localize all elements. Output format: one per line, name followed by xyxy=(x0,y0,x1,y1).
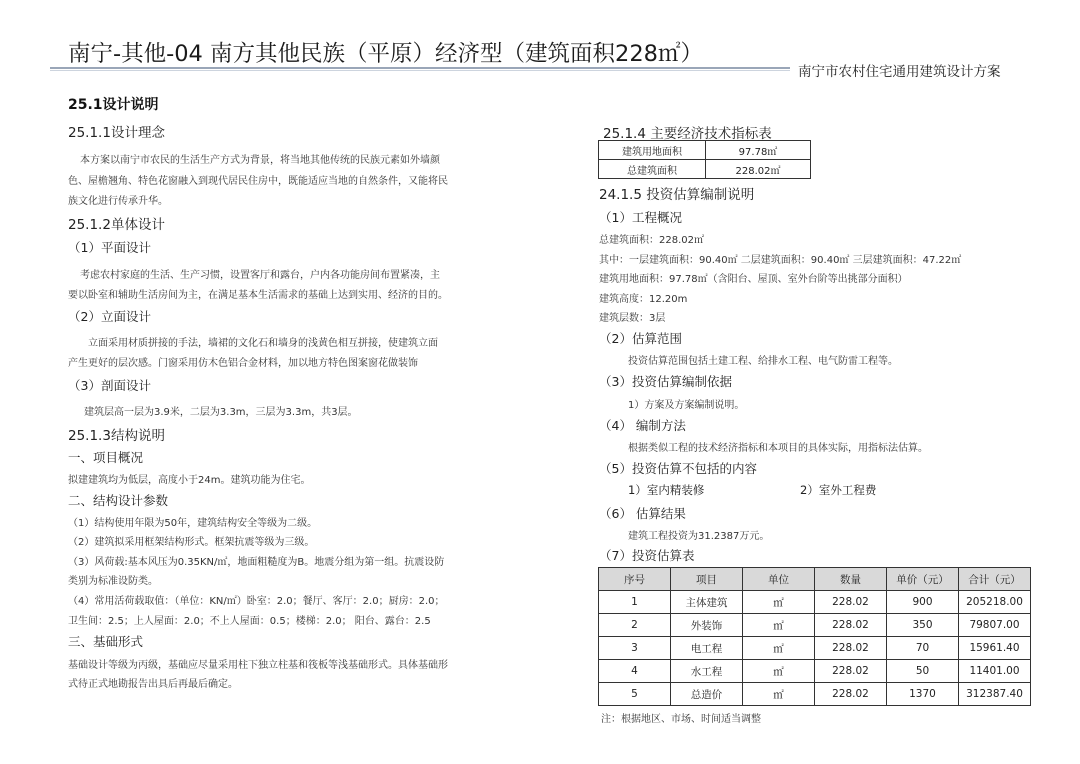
table-cell: 228.02 xyxy=(815,614,887,637)
subheading-scope: （2）估算范围 xyxy=(599,331,682,346)
table-header-cell: 序号 xyxy=(599,568,671,591)
table-cell: 4 xyxy=(599,660,671,683)
subheading-project: 一、项目概况 xyxy=(68,450,144,465)
table-cell: 总建筑面积 xyxy=(599,160,706,179)
table-cell: 水工程 xyxy=(671,660,743,683)
paragraph-line: 建筑用地面积：97.78㎡（含阳台、屋顶、室外台阶等出挑部分面积） xyxy=(599,274,908,285)
subheading-foundation: 三、基础形式 xyxy=(68,634,144,649)
table-row xyxy=(599,160,811,179)
table-cell: 228.02㎡ xyxy=(706,160,811,179)
table-cell: 2 xyxy=(599,614,671,637)
table-cell: ㎡ xyxy=(743,591,815,614)
header-divider xyxy=(50,67,790,69)
paragraph-line: （3）风荷载:基本风压为0.35KN/㎡，地面粗糙度为B。地震分组为第一组。抗震设防 xyxy=(68,557,445,568)
exclusion-item: 2）室外工程费 xyxy=(800,483,877,497)
paragraph-line: 卫生间：2.5；上人屋面：2.0；不上人屋面：0.5；楼梯：2.0； 阳台、露台：2.5 xyxy=(68,616,431,627)
table-cell: ㎡ xyxy=(743,614,815,637)
paragraph-line: 总建筑面积：228.02㎡ xyxy=(599,235,704,246)
section-heading-25-1-4: 25.1.4 主要经济技术指标表 xyxy=(603,126,772,142)
paragraph-line: 考虑农村家庭的生活、生产习惯，设置客厅和露台，户内各功能房间布置紧凑，主 xyxy=(80,270,440,281)
table-row xyxy=(599,683,1031,706)
subheading-section: （3）剖面设计 xyxy=(68,378,151,393)
page-title: 南宁-其他-04 南方其他民族（平原）经济型（建筑面积228㎡） xyxy=(68,41,703,67)
paragraph-line: 类别为标准设防类。 xyxy=(68,576,158,587)
table-cell: 1370 xyxy=(887,683,959,706)
paragraph-line: 族文化进行传承升华。 xyxy=(68,196,168,207)
section-heading-25-1-3: 25.1.3结构说明 xyxy=(68,428,165,444)
subheading-estimate-table: （7）投资估算表 xyxy=(599,548,695,563)
table-cell: 总造价 xyxy=(671,683,743,706)
paragraph-line: （4）常用活荷载取值：（单位：KN/㎡）卧室：2.0；餐厅、客厅：2.0；厨房：2.0； xyxy=(68,596,445,607)
paragraph-line: 式待正式地勘报告出具后再最后确定。 xyxy=(68,679,238,690)
header-divider-light xyxy=(50,70,790,71)
estimate-table xyxy=(598,567,1031,706)
table-note: 注：根据地区、市场、时间适当调整 xyxy=(601,714,761,725)
table-cell: 15961.40 xyxy=(959,637,1031,660)
table-cell: 79807.00 xyxy=(959,614,1031,637)
table-cell: ㎡ xyxy=(743,660,815,683)
section-heading-24-1-5: 24.1.5 投资估算编制说明 xyxy=(599,187,755,203)
table-row xyxy=(599,591,1031,614)
subheading-result: （6） 估算结果 xyxy=(599,506,686,521)
table-cell: 228.02 xyxy=(815,591,887,614)
table-header-cell: 项目 xyxy=(671,568,743,591)
paragraph-line: 建筑层数：3层 xyxy=(599,313,666,324)
paragraph-line: （2）建筑拟采用框架结构形式。框架抗震等级为三级。 xyxy=(68,537,315,548)
subheading-exclusions: （5）投资估算不包括的内容 xyxy=(599,461,757,476)
table-row xyxy=(599,614,1031,637)
exclusion-item: 1）室内精装修 xyxy=(628,483,705,497)
section-heading-25-1-1: 25.1.1设计理念 xyxy=(68,125,165,141)
table-cell: 205218.00 xyxy=(959,591,1031,614)
paragraph-line: 建筑层高一层为3.9米，二层为3.3m，三层为3.3m，共3层。 xyxy=(84,407,358,418)
table-cell: ㎡ xyxy=(743,683,815,706)
section-heading-25-1-2: 25.1.2单体设计 xyxy=(68,217,165,233)
table-cell: 1 xyxy=(599,591,671,614)
subheading-parameters: 二、结构设计参数 xyxy=(68,493,169,508)
paragraph-line: 投资估算范围包括土建工程、给排水工程、电气防雷工程等。 xyxy=(628,356,898,367)
table-header-cell: 单价（元） xyxy=(887,568,959,591)
table-cell: 228.02 xyxy=(815,683,887,706)
paragraph-line: （1）结构使用年限为50年，建筑结构安全等级为二级。 xyxy=(68,518,318,529)
subheading-method: （4） 编制方法 xyxy=(599,418,686,433)
paragraph-line: 立面采用材质拼接的手法，墙裙的文化石和墙身的浅黄色相互拼接，使建筑立面 xyxy=(88,338,438,349)
subheading-basis: （3）投资估算编制依据 xyxy=(599,374,732,389)
table-cell: 建筑用地面积 xyxy=(599,141,706,160)
subheading-overview: （1）工程概况 xyxy=(599,210,682,225)
table-header-cell: 数量 xyxy=(815,568,887,591)
table-cell: 50 xyxy=(887,660,959,683)
table-cell: 外装饰 xyxy=(671,614,743,637)
table-cell: 900 xyxy=(887,591,959,614)
paragraph-line: 色、屋檐翘角、特色花窗融入到现代居民住房中，既能适应当地的自然条件，又能将民 xyxy=(68,176,448,187)
table-header-row xyxy=(599,568,1031,591)
subheading-elevation: （2）立面设计 xyxy=(68,309,151,324)
paragraph-line: 拟建建筑均为低层，高度小于24m。建筑功能为住宅。 xyxy=(68,475,311,486)
table-row xyxy=(599,141,811,160)
paragraph-line: 建筑高度：12.20m xyxy=(599,294,688,305)
table-cell: ㎡ xyxy=(743,637,815,660)
table-cell: 228.02 xyxy=(815,660,887,683)
table-cell: 97.78㎡ xyxy=(706,141,811,160)
paragraph-line: 其中：一层建筑面积：90.40㎡ 二层建筑面积：90.40㎡ 三层建筑面积：47.22㎡ xyxy=(599,255,962,266)
table-cell: 350 xyxy=(887,614,959,637)
table-cell: 主体建筑 xyxy=(671,591,743,614)
paragraph-line: 本方案以南宁市农民的生活生产方式为背景，将当地其他传统的民族元素如外墙颜 xyxy=(80,155,440,166)
paragraph-line: 1）方案及方案编制说明。 xyxy=(628,400,745,411)
table-header-cell: 合计（元） xyxy=(959,568,1031,591)
table-header-cell: 单位 xyxy=(743,568,815,591)
table-cell: 228.02 xyxy=(815,637,887,660)
subheading-plan: （1）平面设计 xyxy=(68,240,151,255)
table-row xyxy=(599,637,1031,660)
paragraph-line: 产生更好的层次感。门窗采用仿木色铝合金材料，加以地方特色图案窗花做装饰 xyxy=(68,358,418,369)
table-cell: 5 xyxy=(599,683,671,706)
table-cell: 电工程 xyxy=(671,637,743,660)
table-cell: 70 xyxy=(887,637,959,660)
paragraph-line: 要以卧室和辅助生活房间为主，在满足基本生活需求的基础上达到实用、经济的目的。 xyxy=(68,290,448,301)
table-cell: 312387.40 xyxy=(959,683,1031,706)
table-cell: 3 xyxy=(599,637,671,660)
kpi-table xyxy=(598,140,811,179)
paragraph-line: 建筑工程投资为31.2387万元。 xyxy=(628,531,770,542)
page-subtitle: 南宁市农村住宅通用建筑设计方案 xyxy=(798,64,1001,80)
table-cell: 11401.00 xyxy=(959,660,1031,683)
paragraph-line: 基础设计等级为丙级，基础应尽量采用柱下独立柱基和筏板等浅基础形式。具体基础形 xyxy=(68,660,448,671)
table-row xyxy=(599,660,1031,683)
section-heading-25-1: 25.1设计说明 xyxy=(68,97,159,113)
paragraph-line: 根据类似工程的技术经济指标和本项目的具体实际，用指标法估算。 xyxy=(628,443,928,454)
